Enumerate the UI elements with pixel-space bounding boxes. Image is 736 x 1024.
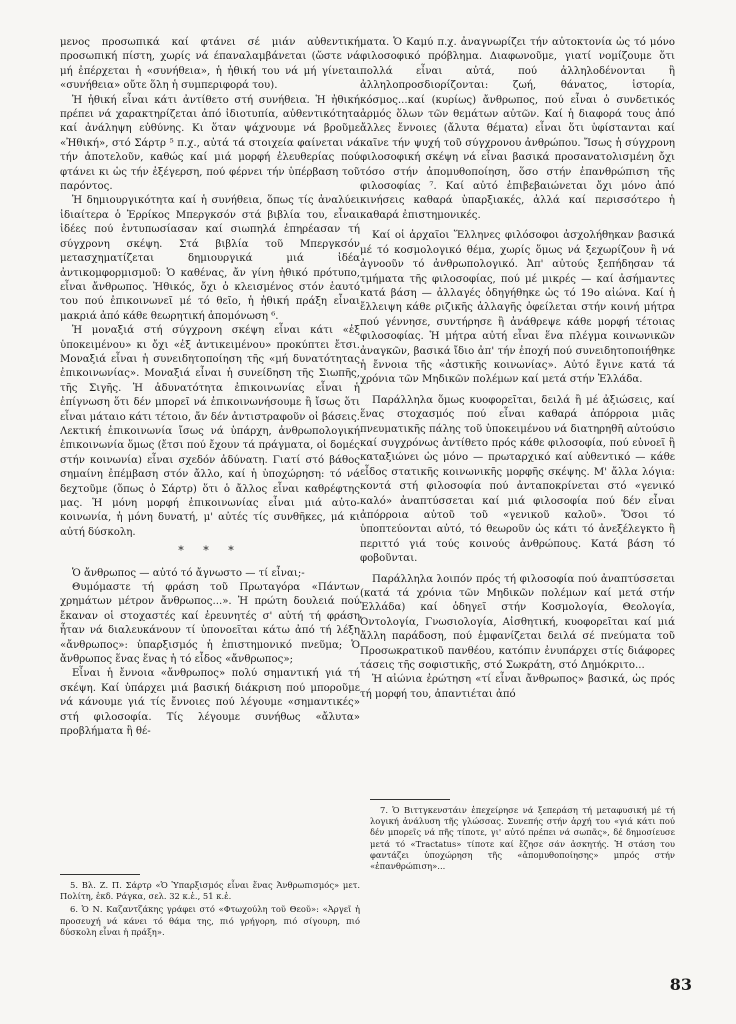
- footnote: 5. Βλ. Ζ. Π. Σάρτρ «Ὁ Ὑπαρξισμός εἶναι ἕνας Ἀνθρωπισμός» μετ. Πολίτη, ἐκδ. Ράγκα, σελ. 32 κ.ἑ., 51 κ.ἑ.: [60, 880, 360, 902]
- paragraph: ματα. Ὁ Καμύ π.χ. ἀναγνωρίζει τήν αὐτοκτονία ὡς τό μόνο φιλοσοφικό πρόβλημα. Διαφωνοῦμε, γιατί νομίζουμε ὅτι πολλά εἶναι αὐτά, πού ἀλληλοδένονται ἢ ἀλληλοπροσδιορίζονται: ζωή, θάνατος, ἱστορία, κόσμος...καί (κυρίως) ἄνθρωπος, πού εἶναι ὁ συνδετικός ἁρμός ὅλων τῶν θεμάτων αὐτῶν. Καί ἡ διαφορά τους ἀπό ἄλλες ἔννοιες (ἄλυτα θέματα) εἶναι ὅτι ὑφίστανται καί καῖνε τήν ψυχή τοῦ σύγχρονου ἀνθρώπου. Ἴσως ἡ σύγχρονη φιλοσοφική σκέψη νά εἶναι βασικά προσανατολισμένη ὄχι τόσο στήν ἀπομυθοποίηση, ὅσο στήν ἐπανθρώπιση τῆς φιλοσοφίας ⁷. Καί αὐτό ἐπιβεβαιώνεται ὄχι μόνο ἀπό κινήσεις καθαρά ὑπαρξιακές, ἀλλά καί περισσότερο ἡ καθαρά ἐπιστημονικές.: [360, 37, 675, 221]
- footnotes-right: [370, 805, 675, 874]
- paragraph: Θυμόμαστε τή φράση τοῦ Πρωταγόρα «Πάντων χρημάτων μέτρον ἄνθρωπος...». Ἡ πρώτη δουλειά πού ἔκαναν οἱ στοχαστές καί ἐρευνητές σ' αὐτή τή φράση ἦταν νά διαλευκάνουν τί ὑπονοεῖται κάτω ἀπό τή λέξη «ἄνθρωπος»: ὑπαρξισμός ἡ ἐπιστημονικό πνεῦμα; Ὁ ἄνθρωπος ἕνας ἕνας ἡ τό εἶδος «ἄνθρωπος»;: [60, 582, 360, 666]
- footnotes-left: [60, 880, 360, 940]
- paragraph: Παράλληλα λοιπόν πρός τή φιλοσοφία πού ἀναπτύσσεται (κατά τά χρόνια τῶν Μηδικῶν πολέμων καί μετά στήν Ἑλλάδα) καί ὁδηγεῖ στήν Κοσμολογία, Θεολογία, Ὀντολογία, Γνωσιολογία, Αἰσθητική, κυοφορεῖται καί μιά ἄλλη παράδοση, πού ἐμφανίζεται δειλά σέ πνεύματα τοῦ Προσωκρατικοῦ πανθέου, κατόπιν ἐνυπάρχει στίς διάφορες τάσεις τῆς σοφιστικῆς, στό Σωκράτη, στό Δημόκριτο...: [360, 573, 675, 672]
- paragraph: Ἡ δημιουργικότητα καί ἡ συνήθεια, ὅπως τίς ἀναλύει ἰδιαίτερα ὁ Ἐρρίκος Μπεργκσόν στά βιβλία του, εἶναι ἰδέες πού ἐντυπωσίασαν καί σιωπηλά ἐπηρέασαν τή σύγχρονη σκέψη. Στά βιβλία τοῦ Μπεργκσόν μετασχηματίζεται δημιουργικά μιά ἰδέα ἀντικομφορμισμοῦ: Ὁ καθένας, ἄν γίνη ἠθικό πρότυπο, εἶναι ἄνθρωπος. Ἠθικός, ὄχι ὁ κλεισμένος στόν ἑαυτό του πού ἐπικοινωνεῖ μέ τό θεῖο, ἡ ἠθική πράξη εἶναι μακριά ἀπό κάθε θεωρητική ἀπομόνωση ⁶.: [60, 195, 360, 322]
- section-separator: * * *: [178, 544, 242, 558]
- paragraph: Εἶναι ἡ ἔννοια «ἄνθρωπος» πολύ σημαντική γιά τή σκέψη. Καί ὑπάρχει μιά βασική διάκριση πού μποροῦμε νά κάνουμε γιά τίς ἔννοιες πού λέγουμε «σημαντικές» στή φιλοσοφία. Τίς λέγουμε συνήθως «ἄλυτα» προβλήματα ἢ θέ-: [60, 668, 360, 738]
- paragraph: Ἡ αἰώνια ἐρώτηση «τί εἶναι ἄνθρωπος» βασικά, ὡς πρός τή μορφή του, ἀπαντιέται ἀπό: [360, 674, 675, 700]
- footnote: 6. Ὁ Ν. Καζαντζάκης γράφει στό «Φτωχούλη τοῦ Θεοῦ»: «Ἀργεῖ ἡ προσευχή νά κάνει τό θάμα της, πιό γρήγορη, πιό σίγουρη, πιό δύσκολη εἶναι ἡ πράξη».: [60, 904, 360, 937]
- page-number: 83: [669, 975, 692, 994]
- paragraph: Παράλληλα ὅμως κυοφορεῖται, δειλά ἢ μέ ἀξιώσεις, καί ἕνας στοχασμός πού εἶναι καθαρά ἀπόρροια μιᾶς πνευματικῆς πάλης τοῦ ὑποκειμένου νά διατηρηθῆ αὐτούσιο καί συγχρόνως ἀντίθετο πρός κάθε φιλοσοφία, πού εὐνοεῖ ἢ καταξιώνει ὡς μόνο — πρωταρχικό καί αὐθεντικό — κάθε εἶδος στατικῆς κοινωνικῆς μορφῆς σκέψης. Μ' ἄλλα λόγια: κοντά στή φιλοσοφία πού ἀνταποκρίνεται στό «γενικό καλό» ἀναπτύσσεται καί μιά φιλοσοφία πού δέν εἶναι ἀπόρροια αὐτοῦ τοῦ «γενικοῦ καλοῦ». Ὅσοι τό ὑποπτεύονται αὐτό, τό θεωροῦν ὡς κάτι τό ἀνεξέλεγκτο ἢ περιττό γιά τούς κοινούς ἀνθρώπους. Κατά βάση τό φοβοῦνται.: [360, 394, 675, 565]
- paragraph: Ἡ μοναξιά στή σύγχρονη σκέψη εἶναι κάτι «ἐξ ὑποκειμένου» κι ὄχι «ἐξ ἀντικειμένου» προκύπτει ἔτσι. Μοναξιά εἶναι ἡ συνειδητοποίηση τῆς «μή δυνατότητας ἐπικοινωνίας». Μοναξιά εἶναι ἡ συνείδηση τῆς Σιωπῆς, τῆς Σιγῆς. Ἡ ἀδυνατότητα ἐπικοινωνίας εἶναι ἡ ἐπίγνωση ὅτι δέν μπορεῖ νά ἐπικοινωνήσουμε ἢ ἴσως ὅτι εἶναι μάταιο κάτι τέτοιο, ἄν δέν ἀντιστραφοῦν οἱ βάσεις. Λεκτική ἐπικοινωνία ἴσως νά ὑπάρχη, ἀνθρωπολογική ἐπικοινωνία ὅμως (ἔτσι πού ἔχουν τά πράγματα, οἱ δομές στήν κοινωνία) εἶναι σχεδόν ἀδύνατη. Γιατί στό βάθος σημαίνη ἐπέμβαση στόν ἄλλο, καί ἡ ὑποχώρηση: τό νά δεχτοῦμε (ὅπως ὁ Σάρτρ) ὅτι ὁ ἄλλος εἶναι καθρέφτης μας. Ἡ μόνη μορφή ἐπικοινωνίας εἶναι μιά αὐτο-κοινωνία, ἡ μόνη δυνατή, μ' αὐτές τίς συνθῆκες, μά κι αὐτή δύσκολη.: [60, 325, 360, 538]
- paragraph: μενος προσωπικά καί φτάνει σέ μιάν αὐθεντική προσωπική πίστη, χωρίς νά έπαναλαμβάνεται (ὥστε νά μή ἐπέρχεται ἡ «συνήθεια», ἡ ἠθική του νά μή γίνεται «συνήθεια» οὔτε ὅλη ἡ συμπεριφορά του).: [60, 37, 360, 92]
- left-column: [60, 36, 360, 740]
- footnote-rule: [370, 799, 450, 800]
- right-column: [360, 36, 675, 702]
- footnote: 7. Ὁ Βιττγκενστάιν ἐπεχείρησε νά ξεπεράση τή μεταφυσική μέ τή λογική ἀνάλυση τῆς γλώσσας. Συνεπής στήν ἀρχή του «γιά κάτι πού δέν μπορεῖς νά πῆς τίποτε, γι' αὐτό πρέπει νά σωπᾶς», δέ δημοσίευσε μετά τό «Tractatus» τίποτε καί ἔζησε σάν ἀσκητής. Ἡ στάση του φαντάζει ὑποχώρηση τῆς «ἀπομυθοποίησης» μπρός στήν «ἐπανθρώπιση»...: [370, 805, 675, 872]
- footnote-rule: [60, 874, 140, 875]
- paragraph: Ὁ ἄνθρωπος — αὐτό τό ἄγνωστο — τί εἶναι;-: [72, 567, 305, 579]
- paragraph: Καί οἱ ἀρχαῖοι Ἕλληνες φιλόσοφοι ἀσχολήθηκαν βασικά μέ τό κοσμολογικό θέμα, χωρίς ὅμως νά ξεχωρίζουν ἢ νά ἀγνοοῦν τό ἀνθρωπολογικό. Ἀπ' αὐτούς ξεπήδησαν τά τμήματα τῆς φιλοσοφίας, πού μέ μικρές — καί ἀσήμαντες κατά βάση — ἀλλαγές ὁδηγήθηκε ὡς τό 19ο αἰώνα. Καί ἡ ἔλλειψη κάθε ριζικῆς ἀλλαγῆς ὀφείλεται στήν κοινή μήτρα πού γέννησε, συντήρησε ἢ ἀνάθρεψε κάθε μορφή τέτοιας φιλοσοφίας. Ἡ μήτρα αὐτή εἶναι ἕνα πλέγμα κοινωνικῶν ἀναγκῶν, βασικά ἴδιο ἀπ' τήν ἐποχή πού συνειδητοποιήθηκε ἡ ἔννοια τῆς «ἀστικῆς κοινωνίας». Αὐτό ἔγινε κατά τά χρόνια τῶν Μηδικῶν πολέμων καί μετά στήν Ἑλλάδα.: [360, 230, 675, 386]
- paragraph: Ἡ ἠθική εἶναι κάτι ἀντίθετο στή συνήθεια. Ἡ ἠθική πρέπει νά χαρακτηρίζεται ἀπό ἰδιοτυπία, αὐθεντικότητα καί ἀνάληψη εὐθύνης. Κι ὅταν ψάχνουμε νά βροῦμε «Ἠθική», στό Σάρτρ ⁵ π.χ., αὐτά τά στοιχεία φαίνεται νά τήν ἀποτελοῦν, καθώς καί μιά μορφή ἐλευθερίας πού φτάνει κι ὡς τήν ἐξέγερση, πού φέρνει τήν ὑπέρβαση τοῦ παρόντος.: [60, 94, 360, 193]
